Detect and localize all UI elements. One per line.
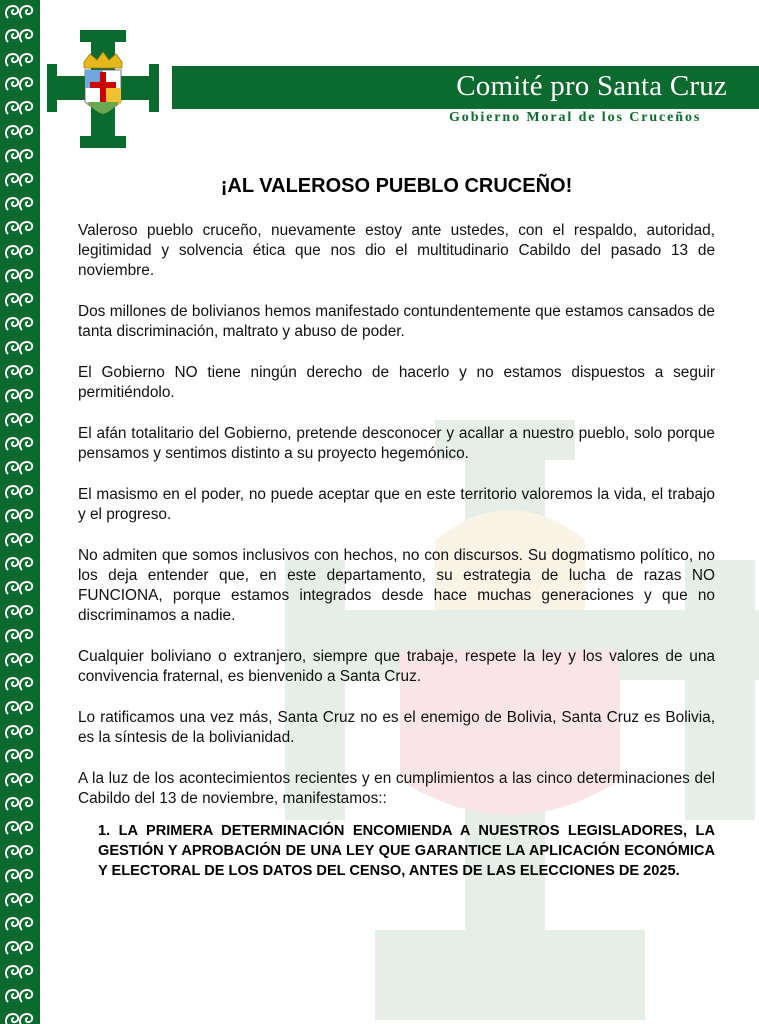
organization-tagline: Gobierno Moral de los Cruceños xyxy=(449,110,702,125)
paragraph: No admiten que somos inclusivos con hechos, no con discursos. Su dogmatismo político, no los deja entender que, en este departamento, su estrategia de lucha de razas NO FUNCIONA, porque estamos integrados desde hace muchas generaciones y que no discriminamos a nadie. xyxy=(78,547,715,624)
paragraph: Dos millones de bolivianos hemos manifestado contundentemente que estamos cansados de tanta discriminación, maltrato y abuso de poder. xyxy=(78,303,715,340)
paragraph: El afán totalitario del Gobierno, pretende desconocer y acallar a nuestro pueblo, solo porque pensamos y sentimos distinto a su proyecto hegemónico. xyxy=(78,425,715,462)
paragraph: El Gobierno NO tiene ningún derecho de hacerlo y no estamos dispuestos a seguir permitiéndolo. xyxy=(78,364,715,401)
paragraph: Lo ratificamos una vez más, Santa Cruz no es el enemigo de Bolivia, Santa Cruz es Bolivia, es la síntesis de la bolivianidad. xyxy=(78,709,715,746)
letter-headline: ¡AL VALEROSO PUEBLO CRUCEÑO! xyxy=(220,175,573,197)
decorative-border xyxy=(0,0,40,1024)
organization-title: Comité pro Santa Cruz xyxy=(456,70,727,102)
paragraph: Valeroso pueblo cruceño, nuevamente estoy ante ustedes, con el respaldo, autoridad, legitimidad y solvencia ética que nos dio el multitudinario Cabildo del pasado 13 de noviembre. xyxy=(78,222,715,279)
header-band xyxy=(172,66,759,109)
santa-cruz-cross-coat-of-arms-icon xyxy=(47,30,159,148)
paragraph: A la luz de los acontecimientos recientes y en cumplimientos a las cinco determinaciones del Cabildo del 13 de noviembre, manifestamos:: xyxy=(78,770,715,807)
paragraph: El masismo en el poder, no puede aceptar que en este territorio valoremos la vida, el trabajo y el progreso. xyxy=(78,486,715,523)
letter-body xyxy=(78,174,715,881)
paragraph: Cualquier boliviano o extranjero, siempre que trabaje, respete la ley y los valores de una convivencia fraternal, es bienvenido a Santa Cruz. xyxy=(78,648,715,685)
scroll-ornament-icon xyxy=(0,0,40,1024)
determination-item: 1. LA PRIMERA DETERMINACIÓN ENCOMIENDA A NUESTROS LEGISLADORES, LA GESTIÓN Y APROBACIÓN DE UNA LEY QUE GARANTICE LA APLICACIÓN ECONÓMICA Y ELECTORAL DE LOS DATOS DEL CENSO, ANTES DE LAS ELECCIONES DE 2025. xyxy=(98,823,715,879)
